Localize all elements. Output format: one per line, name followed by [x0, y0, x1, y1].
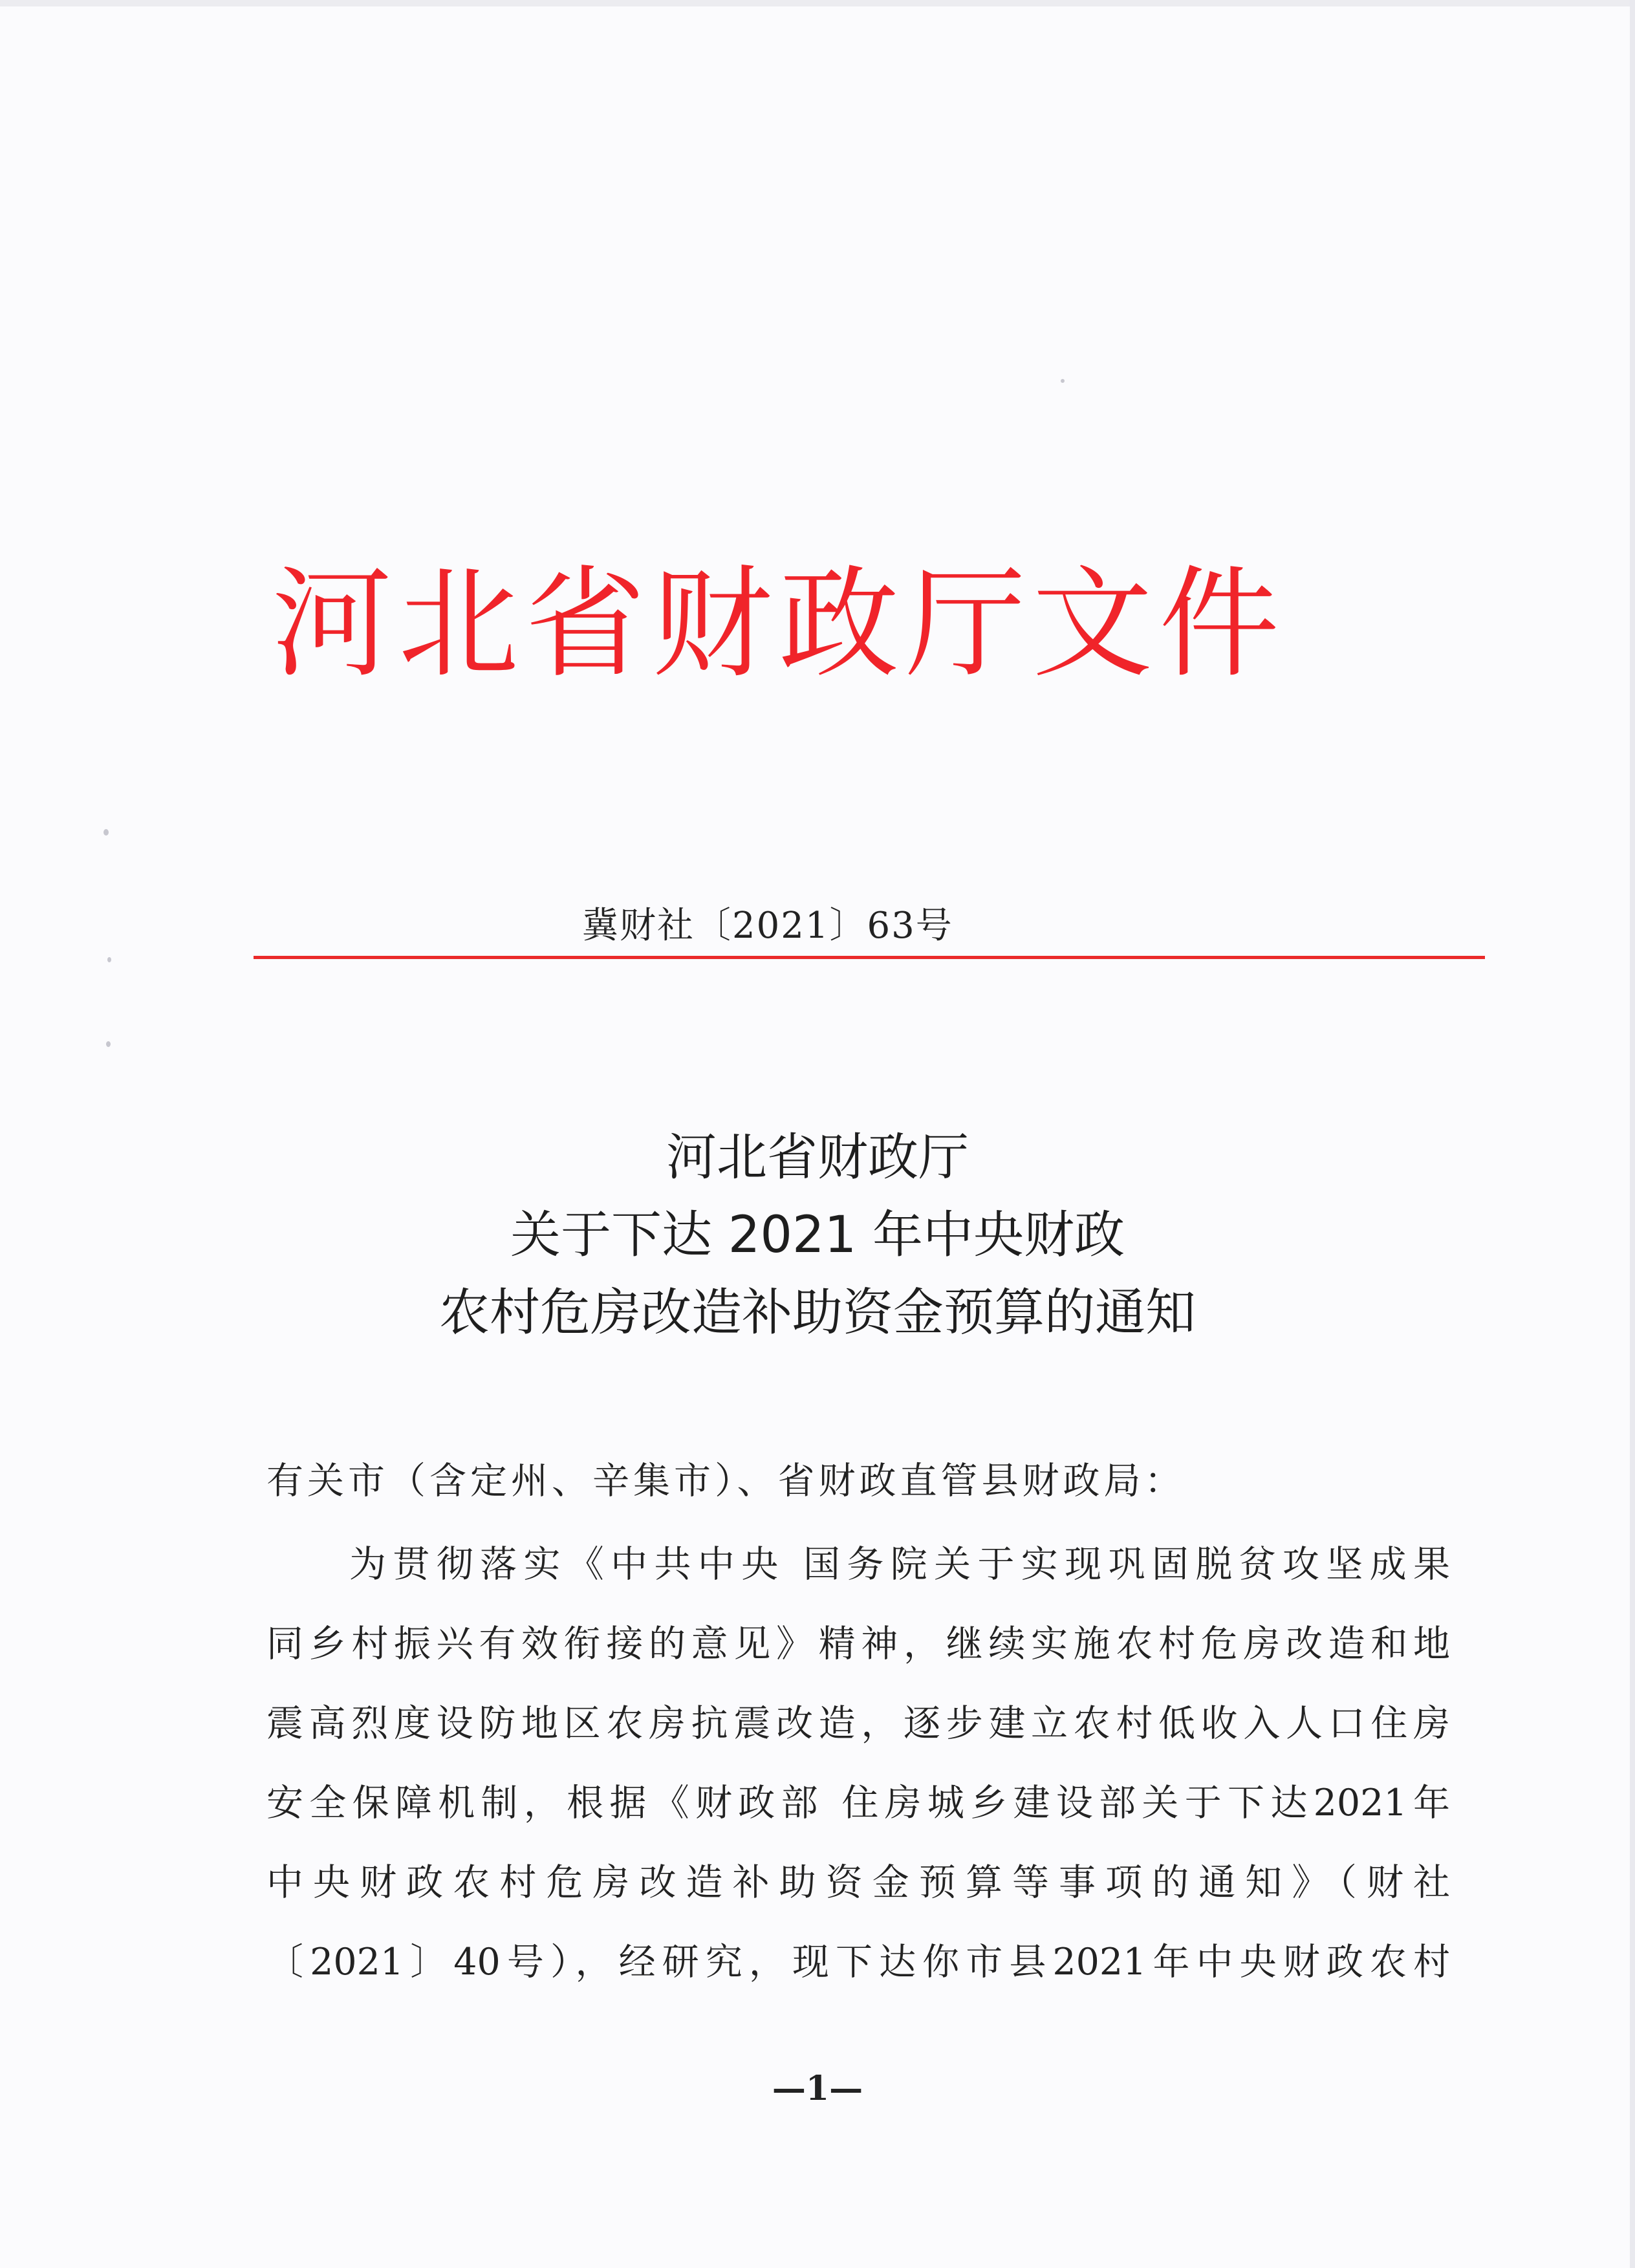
scan-speck: [1061, 379, 1065, 383]
scan-speck: [107, 957, 111, 962]
body-paragraph: [266, 1525, 1450, 2002]
paragraph-line: 同乡村振兴有效衔接的意见》精神，继续实施农村危房改造和地: [266, 1623, 1450, 1665]
issuer-masthead: 河北省财政厅文件: [272, 554, 1286, 694]
scan-edge-right: [1630, 0, 1635, 2268]
paragraph-line: 震高烈度设防地区农房抗震改造，逐步建立农村低收入人口住房: [266, 1702, 1450, 1745]
page-number: —1—: [772, 2069, 863, 2108]
paragraph-line: 为贯彻落实《中共中央 国务院关于实现巩固脱贫攻坚成果: [349, 1543, 1450, 1586]
title-line: 河北省财政厅: [666, 1129, 969, 1187]
salutation: 有关市（含定州、辛集市）、省财政直管县财政局：: [266, 1460, 1186, 1502]
title-line: 关于下达 2021 年中央财政: [510, 1206, 1125, 1264]
red-divider-line: [254, 956, 1485, 959]
document-title: [259, 1119, 1376, 1352]
paragraph-line: 中央财政农村危房改造补助资金预算等事项的通知》（财社: [266, 1861, 1450, 1904]
paragraph-line: 〔2021〕40号），经研究，现下达你市县2021年中央财政农村: [266, 1941, 1450, 1983]
document-number: 冀财社〔2021〕63号: [582, 905, 953, 947]
scan-speck: [106, 1041, 111, 1047]
scan-edge-top: [0, 0, 1635, 6]
paragraph-line: 安全保障机制，根据《财政部 住房城乡建设部关于下达2021年: [266, 1782, 1450, 1824]
scan-speck: [103, 829, 109, 836]
title-line: 农村危房改造补助资金预算的通知: [439, 1284, 1196, 1342]
